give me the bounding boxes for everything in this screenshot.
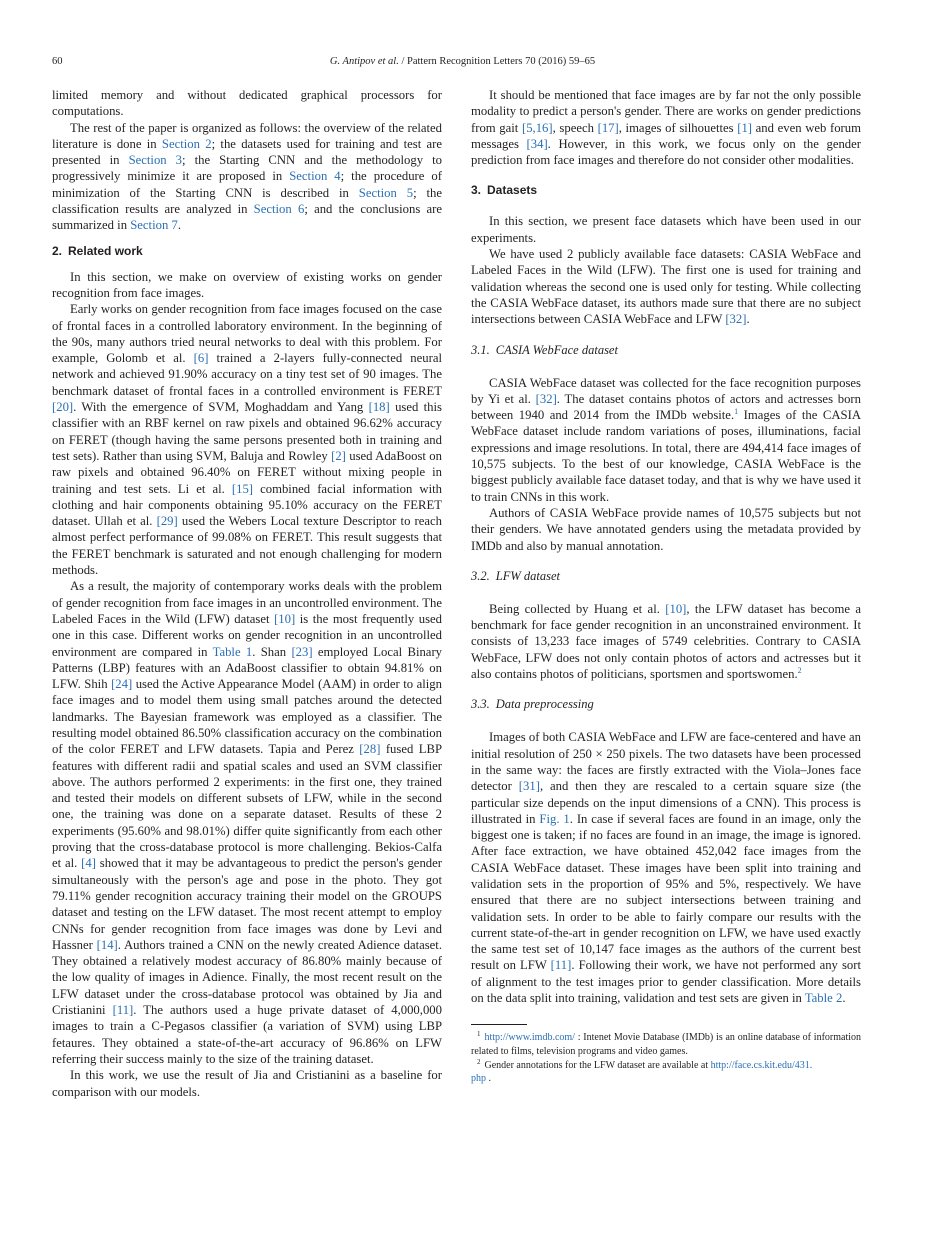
citation-link[interactable]: [31] bbox=[518, 779, 540, 794]
paragraph: In this work, we use the result of Jia and Cristianini as a baseline for comparison with our models. bbox=[52, 1068, 442, 1099]
section-link[interactable]: Section 4 bbox=[289, 169, 341, 184]
citation-link[interactable]: [29] bbox=[156, 514, 178, 529]
footnote-url-link[interactable]: http://www.imdb.com/ bbox=[484, 1032, 575, 1044]
citation-link[interactable]: [28] bbox=[359, 742, 381, 757]
citation-link[interactable]: [1] bbox=[737, 120, 753, 135]
left-column bbox=[52, 87, 442, 1100]
running-head bbox=[0, 56, 925, 67]
paragraph: Authors of CASIA WebFace provide names of 10,575 subjects but not their genders. We have annotated genders using the metadata provided by IMDb and also by manual annotation. bbox=[471, 505, 861, 553]
citation-link[interactable]: [32] bbox=[725, 312, 747, 327]
running-head-authors: G. Antipov et al. bbox=[329, 56, 399, 67]
footnote-1: $^1$ http://www.imdb.com/ : Intenet Movie Database (IMDb) is an online database of information related to films, television programs and video games. bbox=[471, 1030, 861, 1057]
citation-link[interactable]: [4] bbox=[81, 856, 96, 871]
citation-link[interactable]: [5,16] bbox=[521, 120, 553, 135]
citation-link[interactable]: [24] bbox=[111, 677, 133, 692]
paragraph-preprocessing: Images of both CASIA WebFace and LFW are face-centered and have an initial resolution of 250 × 250 pixels. The two datasets have been processed in the same way: the faces are firstly extracted with the Viola–Jones face detector [31], and then they are rescaled to a certain square size (the particular size depends on the input dimensions of a CNN). This process is illustrated in Fig. 1. In case if several faces are found in an image, only the biggest one is taken; if no faces are found in an image, the image is ignored. After face extraction, we have obtained 452,042 face images from the CASIA WebFace dataset. These images have been split into training and validation sets in the proportion of 95% and 5%, respectively. We have ensured that there are no subject intersections between training and validation sets. In order to be able to fairly compare our results with the current state-of-the-art in gender recognition on LFW, we have used exactly the same test set of 10,147 face images as the authors of the current best result on LFW [11]. Following their work, we have not performed any sort of alignment to the test images prior to gender classification. More details on the data split into training, validation and test sets are given in Table 2. bbox=[471, 730, 861, 1006]
paragraph-outline: The rest of the paper is organized as follows: the overview of the related literature is done in Section 2; the datasets used for training and test are presented in Section 3; the Starting CNN and the methodology to progressively minimize it are proposed in Section 4; the procedure of minimization of the Starting CNN is described in Section 5; the classification results are analyzed in Section 6; and the conclusions are summarized in Section 7. bbox=[52, 120, 442, 233]
citation-link[interactable]: [20] bbox=[52, 400, 74, 415]
table-link[interactable]: Table 2 bbox=[804, 991, 843, 1006]
footnote-ref[interactable]: 2 bbox=[797, 665, 802, 675]
running-head-journal: / Pattern Recognition Letters 70 (2016) 59–65 bbox=[398, 56, 596, 67]
table-link[interactable]: Table 1 bbox=[212, 644, 253, 659]
paragraph: In this section, we present face datasets which have been used in our experiments. bbox=[471, 214, 861, 245]
citation-link[interactable]: [10] bbox=[665, 601, 687, 616]
subsection-heading-lfw: 3.2. LFW dataset bbox=[471, 568, 560, 583]
subsection-heading-preprocessing: 3.3. Data preprocessing bbox=[471, 697, 594, 712]
citation-link[interactable]: [32] bbox=[535, 391, 557, 406]
paragraph-datasets-used: We have used 2 publicly available face datasets: CASIA WebFace and Labeled Faces in the Wild (LFW). The first one is used for training and validation whereas the second one is used only for testing. While collecting the CASIA WebFace dataset, its authors made sure that there are no subject intersections between CASIA WebFace and LFW [32]. bbox=[471, 247, 861, 327]
paragraph-lfw: Being collected by Huang et al. [10], the LFW dataset has become a benchmark for face gender recognition in an unconstrained environment. It consists of 13,233 face images of 5749 celebrities. Contrary to CASIA WebFace, LFW does not only contain photos of actors and actresses but it also contains photos of politicians, sportsmen and sportswomen.$^2$ bbox=[471, 601, 861, 682]
citation-link[interactable]: [15] bbox=[231, 481, 254, 496]
citation-link[interactable]: [6] bbox=[193, 351, 209, 366]
section-link[interactable]: Section 5 bbox=[358, 185, 414, 200]
footnote-ref[interactable]: 1 bbox=[734, 406, 739, 416]
footnote-divider bbox=[471, 1024, 527, 1025]
section-link[interactable]: Section 2 bbox=[161, 136, 212, 151]
citation-link[interactable]: [10] bbox=[274, 611, 296, 626]
citation-link[interactable]: [11] bbox=[112, 1003, 134, 1018]
paragraph-casia: CASIA WebFace dataset was collected for the face recognition purposes by Yi et al. [32]. The dataset contains photos of actors and actresses born between 1940 and 2014 from the IMDb website.$^1$ Images of the CASIA WebFace dataset include random variations of poses, illuminations, facial expressions and image resolutions. In total, there are 494,414 face images of 10,575 subjects. To the best of our knowledge, CASIA WebFace is the biggest publicly available face dataset today, and that is why we have used it to train CNNs in this work. bbox=[471, 375, 861, 504]
citation-link[interactable]: [14] bbox=[96, 937, 118, 952]
section-heading-related-work: 2. Related work bbox=[52, 243, 143, 258]
citation-link[interactable]: [11] bbox=[550, 958, 572, 973]
figure-link[interactable]: Fig. 1 bbox=[539, 811, 570, 826]
section-heading-datasets: 3. Datasets bbox=[471, 183, 538, 198]
footnote-2: $^2$ Gender annotations for the LFW dataset are available at http://face.cs.kit.edu/431. php . bbox=[471, 1057, 813, 1085]
section-link[interactable]: Section 3 bbox=[128, 153, 183, 168]
citation-link[interactable]: [2] bbox=[331, 448, 346, 463]
paragraph: In this section, we make on overview of existing works on gender recognition from face images. bbox=[52, 269, 442, 300]
paragraph: limited memory and without dedicated graphical processors for computations. bbox=[52, 88, 442, 119]
page-number: 60 bbox=[52, 56, 63, 67]
right-column bbox=[471, 87, 861, 1087]
section-link[interactable]: Section 7 bbox=[130, 218, 178, 233]
footnote-url-link[interactable]: http://face.cs.kit.edu/431. php bbox=[471, 1059, 813, 1085]
subsection-heading-casia: 3.1. CASIA WebFace dataset bbox=[471, 342, 618, 357]
citation-link[interactable]: [34] bbox=[526, 136, 548, 151]
citation-link[interactable]: [17] bbox=[597, 120, 619, 135]
section-link[interactable]: Section 6 bbox=[253, 202, 305, 217]
paragraph-contemporary-works: As a result, the majority of contemporary works deals with the problem of gender recognition from face images in an uncontrolled environment. The Labeled Faces in the Wild (LFW) dataset [10] is the most frequently used one in this case. Different works on gender recognition in an uncontrolled environment are compared in Table 1. Shan [23] employed Local Binary Patterns (LBP) features with an AdaBoost classifier to obtain 94.81% on LFW. Shih [24] used the Active Appearance Model (AAM) in order to align face images and to model them using small patches around the detected landmarks. The Bayesian framework was employed as a classifier. The resulting model obtained 86.50% classification accuracy on the combination of the color FERET and LFW datasets. Tapia and Perez [28] fused LBP features with different radii and spatial scales and used an SVM classifier above. The authors performed 2 experiments: in the first one, they trained and tested their models on different subsets of LFW, while in the second one, the training was done on a separate dataset. Results of these 2 experiments (95.60% and 98.01%) differ quite significantly from each other proving that the cross-database protocol is more challenging. Bekios-Calfa et al. [4] showed that it may be advantageous to predict the person's gender simultaneously with the person's age and pose in the photo. They got 79.11% gender recognition accuracy training their model on the GROUPS dataset and testing on the LFW dataset. The most recent attempt to employ CNNs for gender recognition from face images was done by Levi and Hassner [14]. Authors trained a CNN on the newly created Adience dataset. They obtained a relatively modest accuracy of 86.80% mainly because of the low quality of images in Adience. Finally, the most recent result on the LFW dataset under the cross-database protocol was obtained by Jia and Cristianini [11]. The authors used a huge private dataset of 4,000,000 images to train a C-Pegasos classifier (a variation of SVM) using LBP fetaures. They obtained a state-of-the-art accuracy of 96.86% on LFW referring their success mainly to the size of the training dataset. bbox=[52, 579, 443, 1066]
citation-link[interactable]: [18] bbox=[368, 400, 390, 415]
paragraph-early-works: Early works on gender recognition from face images focused on the case of frontal faces in a controlled laboratory environment. In the beginning of the 90s, many authors tried neural networks to deal with this problem. For example, Golomb et al. [6] trained a 2-layers fully-connected neural network and achieved 91.90% accuracy on a tiny test set of 90 images. The benchmark dataset of frontal faces in a controlled environment is FERET [20]. With the emergence of SVM, Moghaddam and Yang [18] used this classifier with an RBF kernel on raw pixels and obtained 96.62% accuracy on FERET (though having the same persons presented both in training and test sets). Rather than using SVM, Baluja and Rowley [2] used AdaBoost on raw pixels and obtained 96.40% on FERET without mixing people in training and test sets. Li et al. [15] combined facial information with clothing and hair components obtaining 95.10% accuracy on the FERET dataset. Ullah et al. [29] used the Webers Local texture Descriptor to reach almost perfect performance of 99.08% on FERET. This result suggests that the FERET benchmark is saturated and not enough challenging for modern methods. bbox=[52, 302, 442, 578]
paragraph-modalities: It should be mentioned that face images are by far not the only possible modality to predict a person's gender. There are works on gender predictions from gait [5,16], speech [17], images of silhouettes [1] and even web forum messages [34]. However, in this work, we focus only on the gender prediction from face images and therefore do not consider other modalities. bbox=[471, 88, 862, 168]
citation-link[interactable]: [23] bbox=[291, 644, 313, 659]
